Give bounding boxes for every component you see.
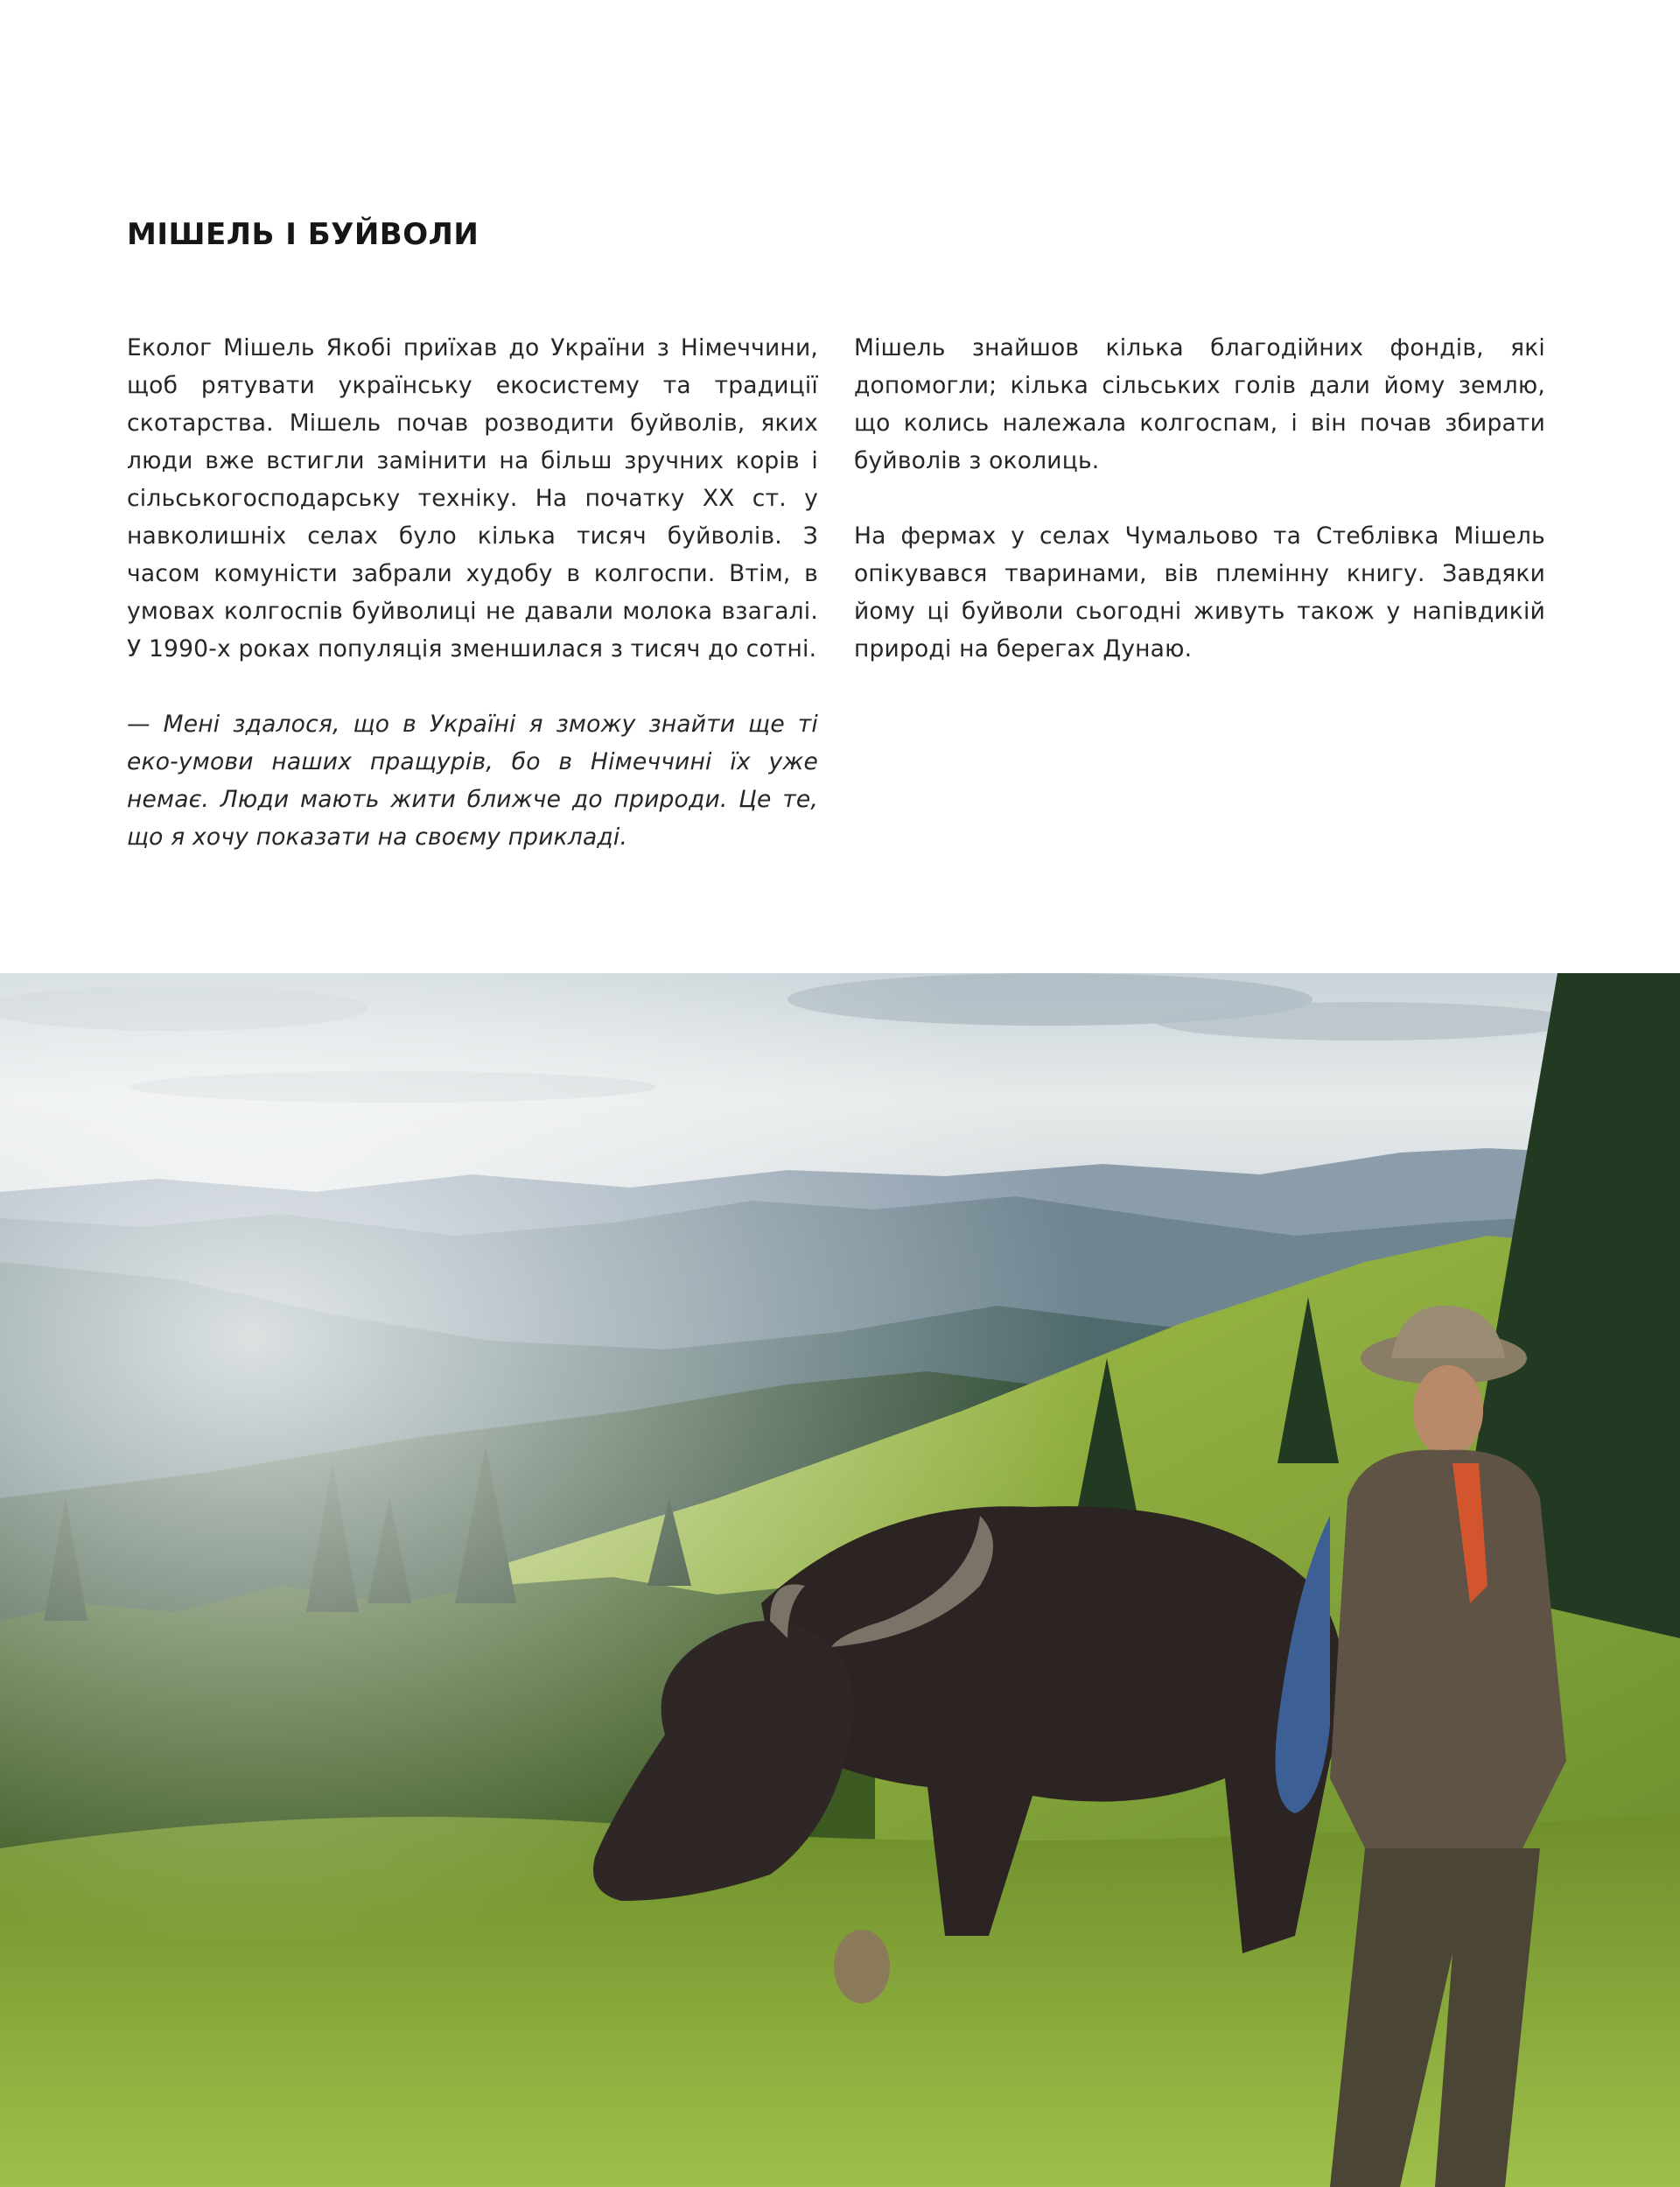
hero-photo [0,973,1680,2187]
paragraph-funds: Мішель знайшов кілька благодійних фондів, які допомогли; кілька сільських голів дали йому землю, що колись належала колгоспам, і він почав збирати буйволів з околиць. [854,334,1545,474]
left-column [127,329,818,894]
quote-paragraph: — Мені здалося, що в Україні я зможу знайти ще ті еко-умови наших пращурів, бо в Німеччині їх уже немає. Люди мають жити ближче до природи. Це те, що я хочу показати на своєму прикладі. [127,711,818,851]
landscape-illustration [0,973,1680,2187]
right-column [854,329,1545,705]
paragraph-farms: На фермах у селах Чумальово та Стеблівка Мішель опікувався тваринами, вів племінну книгу. Завдяки йому ці буйволи сьогодні живуть також у напівдикій природі на берегах Дунаю. [854,522,1545,662]
page-title: МІШЕЛЬ І БУЙВОЛИ [127,217,480,252]
paragraph-intro: Еколог Мішель Якобі приїхав до України з Німеччини, щоб рятувати українську екосистему та традиції скотарства. Мішель почав розводити буйволів, яких люди вже встигли замінити на більш зручних корів і сільськогосподарську техніку. На початку ХХ ст. у навколишніх селах було кілька тисяч буйволів. З часом комуністи забрали худобу в колгоспи. Втім, в умовах колгоспів буйволиці не давали молока взагалі. У 1990-х роках популяція зменшилася з тисяч до сотні. [127,334,818,662]
